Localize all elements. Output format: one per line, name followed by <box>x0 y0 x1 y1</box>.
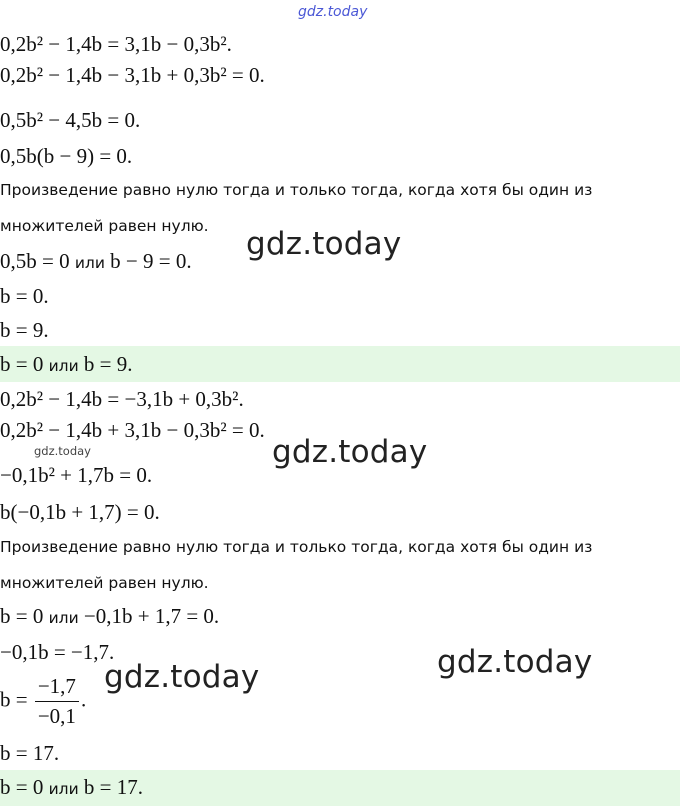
p1-answer <box>0 352 133 377</box>
p2-split-right: −0,1b + 1,7 = 0. <box>83 604 220 628</box>
p2-equation-2: 0,2b² − 1,4b + 3,1b − 0,3b² = 0. <box>0 418 265 442</box>
p2-fraction-line <box>0 674 86 729</box>
p1-answer-right: b = 9. <box>83 352 133 376</box>
p2-fraction-denominator: −0,1 <box>37 704 76 728</box>
p1-equation-3: 0,5b² − 4,5b = 0. <box>0 108 141 132</box>
p1-root-2: b = 9. <box>0 318 49 342</box>
p2-split-equation <box>0 604 219 629</box>
p1-rule-line-2: множителей равен нулю. <box>0 217 209 235</box>
p2-step-1: −0,1b = −1,7. <box>0 640 115 664</box>
p2-answer-left: b = 0 <box>0 775 44 799</box>
p1-or-word: или <box>74 254 105 272</box>
p2-rule-line-1: Произведение равно нулю тогда и только тогда, когда хотя бы один из <box>0 538 593 556</box>
p2-fraction-numerator: −1,7 <box>35 674 79 702</box>
p2-fraction <box>35 674 79 729</box>
p2-rule-line-2: множителей равен нулю. <box>0 574 209 592</box>
p2-equation-4: b(−0,1b + 1,7) = 0. <box>0 500 160 524</box>
p2-answer-or: или <box>48 780 79 798</box>
p1-equation-1: 0,2b² − 1,4b = 3,1b − 0,3b². <box>0 32 232 56</box>
watermark-3: gdz.today <box>104 659 260 695</box>
p2-equation-3: −0,1b² + 1,7b = 0. <box>0 463 153 487</box>
p1-answer-or: или <box>48 357 79 375</box>
watermark-2: gdz.today <box>272 434 428 470</box>
p2-or-word: или <box>48 609 79 627</box>
p2-fraction-lhs: b = <box>0 687 28 712</box>
p1-equation-4: 0,5b(b − 9) = 0. <box>0 144 133 168</box>
watermark-4: gdz.today <box>437 644 593 680</box>
p1-root-1: b = 0. <box>0 284 49 308</box>
watermark-top: gdz.today <box>298 4 368 20</box>
p2-answer-right: b = 17. <box>83 775 143 799</box>
p1-rule-line-1: Произведение равно нулю тогда и только тогда, когда хотя бы один из <box>0 181 593 199</box>
p2-equation-1: 0,2b² − 1,4b = −3,1b + 0,3b². <box>0 387 244 411</box>
p1-split-equation <box>0 249 192 274</box>
p1-answer-left: b = 0 <box>0 352 44 376</box>
p2-root: b = 17. <box>0 741 60 765</box>
p1-split-right: b − 9 = 0. <box>110 249 192 273</box>
p1-equation-2: 0,2b² − 1,4b − 3,1b + 0,3b² = 0. <box>0 63 265 87</box>
watermark-1: gdz.today <box>246 226 402 262</box>
p1-split-left: 0,5b = 0 <box>0 249 70 273</box>
p2-fraction-end: . <box>80 687 87 712</box>
p2-answer <box>0 775 143 800</box>
watermark-small: gdz.today <box>34 444 91 458</box>
p2-split-left: b = 0 <box>0 604 44 628</box>
